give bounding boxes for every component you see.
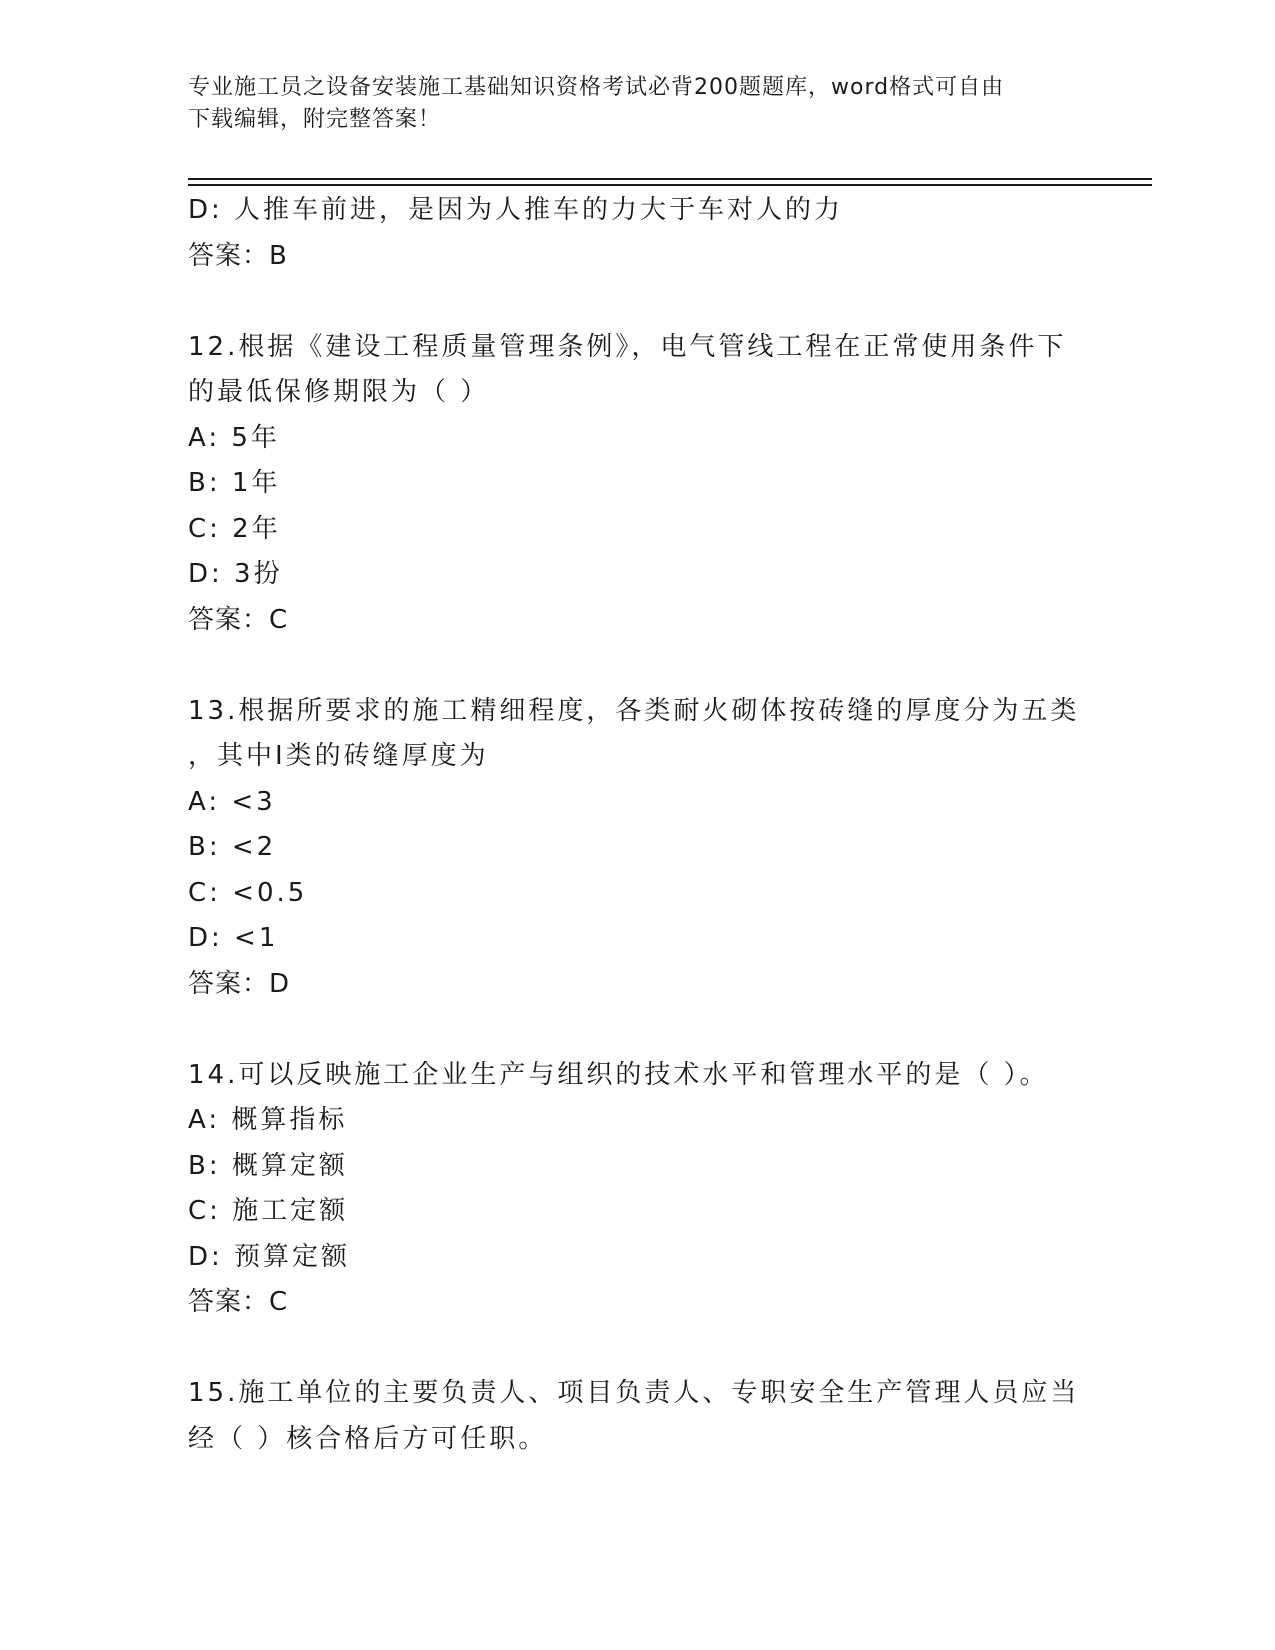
question-list <box>188 188 1080 1462</box>
question-14-answer: 答案：C <box>188 1287 289 1317</box>
question-11-answer: 答案：B <box>188 240 288 271</box>
question-14-option-a: A: 概算指标 <box>188 1105 348 1135</box>
question-12-stem-line-1: 12.根据《建设工程质量管理条例》，电气管线工程在正常使用条件下 <box>188 331 1067 362</box>
spacer <box>188 279 1068 325</box>
question-14-stem-line-1: 14.可以反映施工企业生产与组织的技术水平和管理水平的是（ ）。 <box>188 1059 1049 1090</box>
question-15 <box>188 1371 1080 1462</box>
question-13-option-b: B: <2 <box>188 832 277 862</box>
question-11-option-d: D: 人推车前进，是因为人推车的力大于车对人的力 <box>188 195 844 225</box>
question-13 <box>188 689 1080 1008</box>
question-11 <box>188 188 1068 279</box>
question-13-option-c: C: <0.5 <box>188 877 308 908</box>
question-13-answer: 答案：D <box>188 968 291 999</box>
question-13-option-a: A: <3 <box>188 786 276 817</box>
question-12-option-c: C: 2年 <box>188 513 281 544</box>
question-12-answer: 答案：C <box>188 604 289 635</box>
header-title-line-2: 下载编辑，附完整答案！ <box>188 107 442 132</box>
spacer <box>188 643 1068 689</box>
question-14-option-d: D: 预算定额 <box>188 1241 351 1272</box>
question-14-option-b: B: 概算定额 <box>188 1150 348 1181</box>
question-12-stem-line-2: 的最低保修期限为（ ） <box>188 377 490 407</box>
question-12 <box>188 325 1068 644</box>
question-13-stem-line-2: ，其中I类的砖缝厚度为 <box>188 741 489 771</box>
question-13-option-d: D: <1 <box>188 923 279 953</box>
question-14 <box>188 1053 1068 1326</box>
document-header <box>188 72 1068 136</box>
question-15-stem-line-2: 经（ ）核合格后方可任职。 <box>188 1423 548 1454</box>
question-12-option-d: D: 3扮 <box>188 559 283 589</box>
header-title-line-1: 专业施工员之设备安装施工基础知识资格考试必背200题题库，word格式可自由 <box>188 75 1005 100</box>
question-15-stem-line-1: 15.施工单位的主要负责人、项目负责人、专职安全生产管理人员应当 <box>188 1378 1080 1408</box>
spacer <box>188 1007 1068 1053</box>
question-13-stem-line-1: 13.根据所要求的施工精细程度，各类耐火砌体按砖缝的厚度分为五类 <box>188 695 1080 726</box>
header-divider-bottom <box>188 184 1152 186</box>
spacer <box>188 1326 1068 1372</box>
question-12-option-b: B: 1年 <box>188 468 281 498</box>
question-12-option-a: A: 5年 <box>188 422 280 453</box>
header-divider-top <box>188 178 1152 180</box>
question-14-option-c: C: 施工定额 <box>188 1196 349 1226</box>
